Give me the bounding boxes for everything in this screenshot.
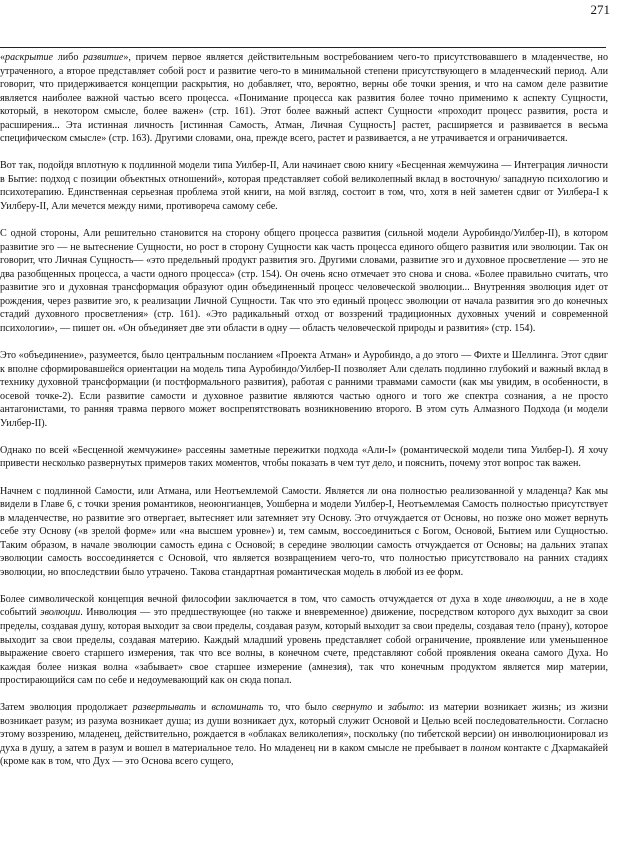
- paragraph: [0, 227, 608, 335]
- text-run: либо: [53, 52, 84, 63]
- text-run: , а не в ходе событий: [0, 593, 608, 619]
- paragraph: [0, 701, 608, 769]
- text-run: «: [0, 52, 6, 63]
- italic-text: раскрытие: [5, 52, 54, 63]
- paragraph: [0, 444, 608, 471]
- text-run: Более символической концепция вечной философии заключается в том, что самость отчуждается от духа в ходе: [0, 593, 506, 605]
- italic-text: эволюции: [40, 607, 81, 619]
- text-run: контакте с Дхармакайей (кроме как в том, что Дух — это Основа всего сущего,: [0, 742, 608, 768]
- page-number: 271: [590, 2, 610, 17]
- italic-text: развитие: [83, 52, 124, 63]
- text-run: и: [372, 702, 389, 714]
- paragraph: [0, 51, 608, 146]
- italic-text: вспоминать: [211, 702, 264, 714]
- italic-text: развертывать: [132, 702, 196, 714]
- text-run: Это «объединение», разумеется, было центральным посланием «Проекта Атман» и Ауробиндо, а до этого — Фихте и Шеллинга. Этот сдвиг к вполне сформировавшейся ориентации на модель типа Ауробиндо/Уилбер-II позволяет Али сделать подлинно глубокий и важный вклад в технику духовной трансформации (и постформального развития), работая с ранними травмами самости (как мы увидим, в особенности, в осевой точке-2). Если развитие самости и духовное развитие являются частью одного и того же спектра сознания, а не просто антагонистами, то ранняя травма первого может воспрепятствовать возникновению второго. В этом суть Алмазного Подхода (и модели Уилбер-II).: [0, 350, 608, 429]
- text-run: : из материи возникает жизнь; из жизни возникает разум; из разума возникает душа; из души возникает дух, который служит Основой и Целью всей последовательности. Согласно этому воззрению, младенец, действительно, рождается в «облаках великолепия», поскольку (по тибетской версии) он инволюционировал из духа в душу, а затем в разум и вошел в материальное тело. Но младенец ни в каком смысле не пребывает в: [0, 702, 608, 754]
- italic-text: забыто: [388, 702, 422, 714]
- text-run: Однако по всей «Бесценной жемчужине» рассеяны заметные пережитки подхода «Али-I» (романтической модели типа Уилбер-I). Я хочу привести несколько развернутых примеров таких моментов, чтобы показать в чем тут дело, и пояснить, почему этот вопрос так важен.: [0, 444, 608, 470]
- header-rule: [0, 47, 606, 48]
- paragraph: [0, 485, 608, 580]
- paragraph: [0, 593, 608, 688]
- paragraph: [0, 349, 608, 430]
- page-body: [0, 51, 608, 769]
- text-run: и: [195, 702, 212, 714]
- paragraph: [0, 159, 608, 213]
- text-run: то, что было: [263, 702, 333, 714]
- text-run: Начнем с подлинной Самости, или Атмана, или Неотъемлемой Самости. Является ли она полностью реализованной у младенца? Как мы видели в Главе 6, с точки зрения романтиков, неоюнгианцев, Уошберна и модели Уилбер-I, Неотъемлемая Самость полностью присутствует в младенчестве, но развитие эго отвергает, вытесняет или затемняет эту Основу. Это отчуждается от Основы, но позже оно может вернуть себе эту Основу («в зрелой форме» или «на высшем уровне») и, тем самым, воссоединиться с Богом, Основой, Бытием или Сущностью. Таким образом, в начале эволюции самость едина с Основой; в середине эволюции самость отчуждается от Основы; на дальних этапах эволюции самость воссоединяется с Основой, что является возвращением чего-то, что полностью присутствовало на ранних стадиях эволюции, но впоследствии было утрачено. Такова стандартная романтическая модель в любой из ее форм.: [0, 485, 608, 578]
- italic-text: инволюции: [505, 593, 552, 605]
- text-run: . Инволюция — это предшествующее (но также и вневременное) движение, посредством которого дух выходит за свои пределы, создавая душу, которая выходит за свои пределы, создавая разум, который выходит за свои пределы, создавая тело (прану), которое выходит за свои пределы, создавая материю. Каждый младший уровень представляет собой ограничение, проявление или уменьшенное выражение своего старшего измерения, так что все волны, в конечном счете, представляют собой проявления океана самого Духа. Но каждая более низкая волна «забывает» свое старшее измерение (амнезия), так что конечным продуктом является мир материи, простирающийся сам по себе и недоумевающий как он сюда попал.: [0, 607, 608, 687]
- text-run: Вот так, подойдя вплотную к подлинной модели типа Уилбер-II, Али начинает свою книгу «Бесценная жемчужина — Интеграция личности в Бытие: подход с позиции объектных отношений», которая представляет собой великолепный вклад в восточную/ западную психологию и психотерапию. Единственная серьезная проблема этой книги, на мой взгляд, состоит в том, что, хотя в ней заметен сдвиг от Уилбера-I к Уилберу-II, Али мечется между ними, противореча самому себе.: [0, 160, 608, 213]
- text-run: С одной стороны, Али решительно становится на сторону общего процесса развития (сильной модели Ауробиндо/Уилбер-II), в котором развитие эго — не вытеснение Сущности, но рост в сторону Сущности как часть процесса единого общего развития или эволюции. Так он говорит, что Личная Сущность— «это предельный продукт развития эго. Другими словами, развитие эго и духовное просветление — это не два разобщенных процесса, а части одного процесса» (стр. 154). Он очень ясно отмечает это снова и снова. «Более правильно считать, что развитие эго и духовная трансформация образуют один объединенный процесс человеческой эволюции... Внутренняя эволюция идет от рождения, через развитие эго, к реализации Личной Сущности. Так что это единый процесс эволюции от начала развития эго до конечных стадий духовного просветления» (стр. 161). «Это радикальный отход от воззрений традиционных духовных учений и современной психологии», — пишет он. «Он объединяет две эти области в одну — область человеческой природы и развития» (стр. 154).: [0, 228, 608, 334]
- italic-text: свернуто: [332, 702, 373, 714]
- text-run: », причем первое является действительным востребованием чего-то присутствовавшего в младенчестве, но утраченного, а второе представляет собой рост и развитие чего-то в минимальной степени присутствующего в младенческий период. Али говорит, что придерживается концепции раскрытия, но добавляет, что, вероятно, верны обе точки зрения, и что на самом деле развитие является наиболее важной частью всего процесса. «Понимание процесса как развития более точно применимо к аспекту Сущности, который, в некотором смысле, более важен» (стр. 161). Этот более важный аспект Сущности «проходит процесс развития, роста и расширения... Эта истинная личность [истинная Самость, Атман, Личная Сущность] растет, расширяется и развивается в весьма специфическом смысле» (стр. 163). Другими словами, она, прежде всего, растет и развивается, а не утрачивается и ограничивается.: [0, 52, 608, 145]
- text-run: Затем эволюция продолжает: [0, 702, 133, 714]
- italic-text: полном: [470, 742, 501, 754]
